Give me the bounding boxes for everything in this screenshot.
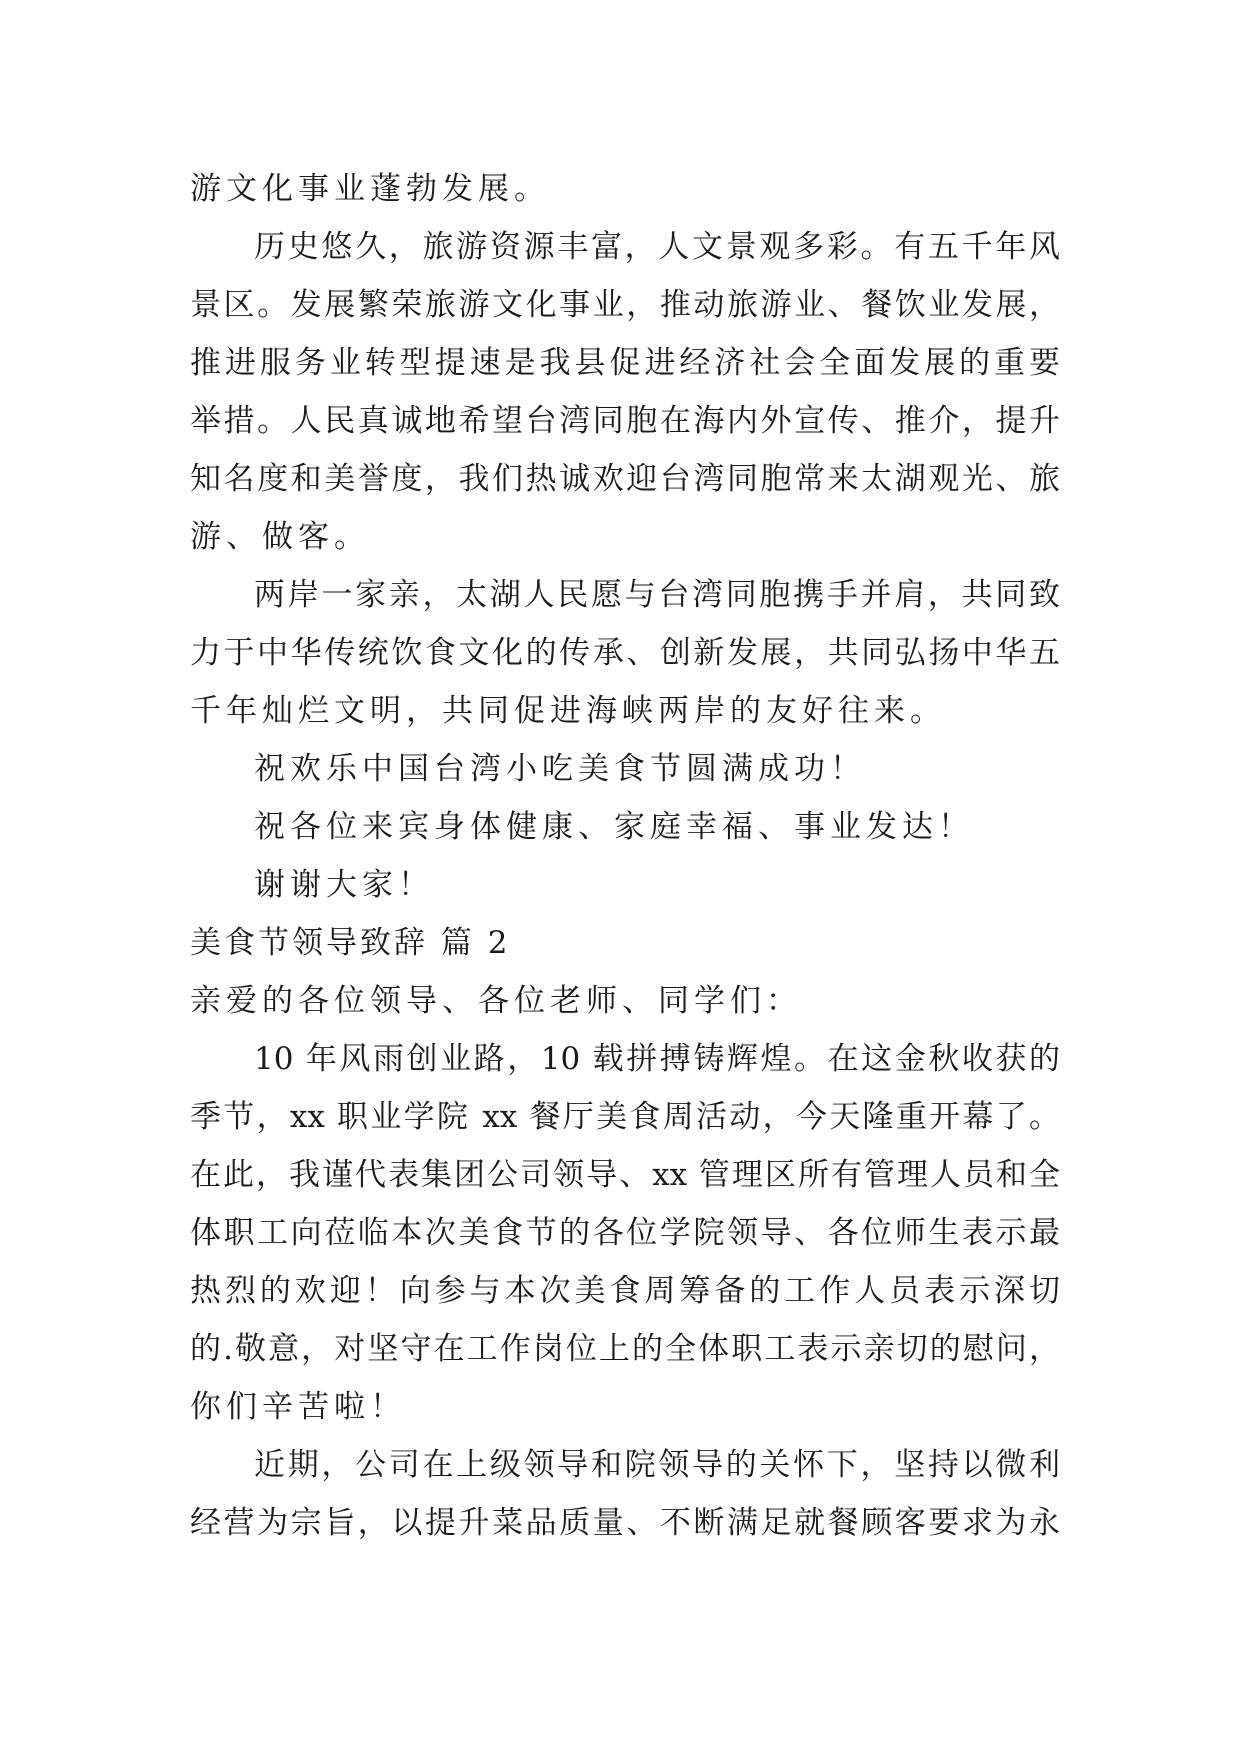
text-line: 近期，公司在上级领导和院领导的关怀下，坚持以微利	[254, 1447, 1060, 1483]
text-line: 祝欢乐中国台湾小吃美食节圆满成功！	[254, 751, 866, 787]
text-line: 游文化事业蓬勃发展。	[190, 171, 550, 207]
text-line: 祝各位来宾身体健康、家庭幸福、事业发达！	[254, 809, 974, 845]
section-heading: 美食节领导致辞 篇 2	[190, 925, 511, 961]
text-line: 季节，xx 职业学院 xx 餐厅美食周活动，今天隆重开幕了。	[190, 1099, 1060, 1135]
text-line: 景区。发展繁荣旅游文化事业，推动旅游业、餐饮业发展，	[190, 287, 1060, 323]
text-line: 力于中华传统饮食文化的传承、创新发展，共同弘扬中华五	[190, 635, 1060, 671]
text-line: 千年灿烂文明，共同促进海峡两岸的友好往来。	[190, 693, 946, 729]
text-line: 在此，我谨代表集团公司领导、xx 管理区所有管理人员和全	[190, 1157, 1060, 1193]
document-body	[190, 160, 1060, 1552]
text-line: 你们辛苦啦！	[190, 1389, 406, 1425]
text-line: 知名度和美誉度，我们热诚欢迎台湾同胞常来太湖观光、旅	[190, 461, 1060, 497]
text-line: 10 年风雨创业路，10 载拼搏铸辉煌。在这金秋收获的	[254, 1041, 1060, 1077]
text-line: 举措。人民真诚地希望台湾同胞在海内外宣传、推介，提升	[190, 403, 1060, 439]
text-line: 两岸一家亲，太湖人民愿与台湾同胞携手并肩，共同致	[254, 577, 1060, 613]
text-line: 推进服务业转型提速是我县促进经济社会全面发展的重要	[190, 345, 1060, 381]
text-line: 历史悠久，旅游资源丰富，人文景观多彩。有五千年风	[254, 229, 1060, 265]
text-line: 游、做客。	[190, 519, 370, 555]
text-line: 经营为宗旨，以提升菜品质量、不断满足就餐顾客要求为永	[190, 1505, 1060, 1541]
salutation-line: 亲爱的各位领导、各位老师、同学们：	[190, 983, 802, 1019]
text-line: 的.敬意，对坚守在工作岗位上的全体职工表示亲切的慰问，	[190, 1331, 1060, 1367]
text-line: 谢谢大家！	[254, 867, 434, 903]
text-line: 体职工向莅临本次美食节的各位学院领导、各位师生表示最	[190, 1215, 1060, 1251]
text-line: 热烈的欢迎！向参与本次美食周筹备的工作人员表示深切	[190, 1273, 1060, 1309]
